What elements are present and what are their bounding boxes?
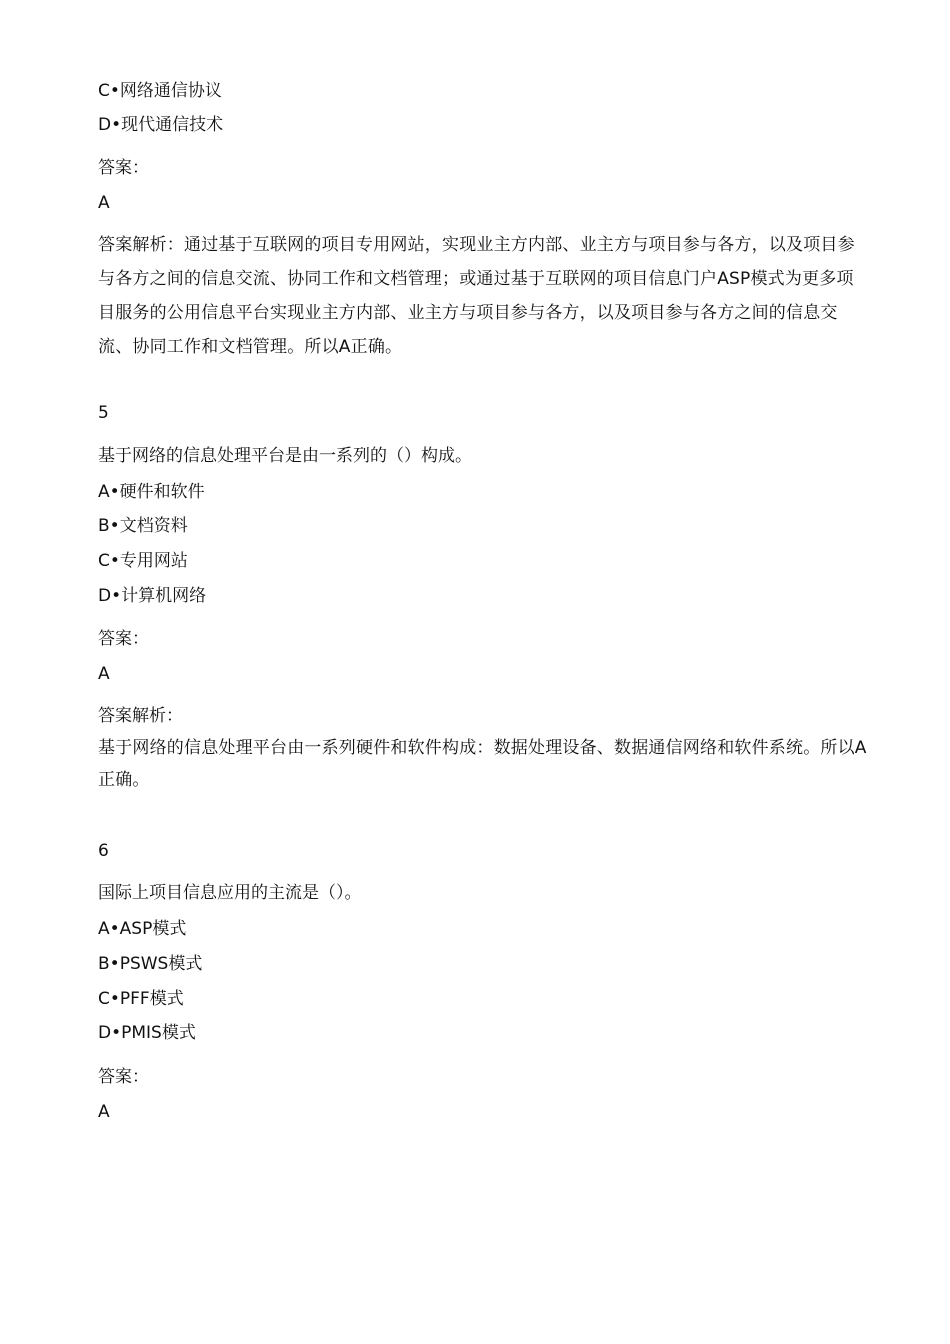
- q5-explanation: 基于网络的信息处理平台由一系列硬件和软件构成：数据处理设备、数据通信网络和软件系统。所以A正确。: [98, 738, 867, 790]
- q5-option-c: C•专用网站: [98, 551, 188, 571]
- q4-option-c: C•网络通信协议: [98, 81, 222, 101]
- q5-option-a: A•硬件和软件: [98, 482, 205, 502]
- q5-question: 基于网络的信息处理平台是由一系列的（）构成。: [98, 446, 472, 466]
- q4-explanation: 答案解析：通过基于互联网的项目专用网站，实现业主方内部、业主方与项目参与各方，以及项目参与各方之间的信息交流、协同工作和文档管理；或通过基于互联网的项目信息门户ASP模式为更多项目服务的公用信息平台实现业主方内部、业主方与项目参与各方，以及项目参与各方之间的信息交流、协同工作和文档管理。所以A正确。: [98, 235, 855, 357]
- q5-option-b: B•文档资料: [98, 516, 188, 536]
- q5-answer-value: A: [98, 664, 110, 684]
- q5-option-d: D•计算机网络: [98, 586, 207, 606]
- q4-answer-value: A: [98, 193, 110, 213]
- q6-question: 国际上项目信息应用的主流是（）。: [98, 883, 362, 903]
- q6-option-d: D•PMIS模式: [98, 1023, 196, 1043]
- q6-option-c: C•PFF模式: [98, 989, 184, 1009]
- q4-answer-label: 答案：: [98, 158, 149, 178]
- q5-answer-label: 答案：: [98, 629, 149, 649]
- q6-option-b: B•PSWS模式: [98, 954, 203, 974]
- q5-number: 5: [98, 403, 109, 423]
- q5-explanation-label: 答案解析：: [98, 706, 183, 726]
- q6-answer-value: A: [98, 1102, 110, 1122]
- q6-option-a: A•ASP模式: [98, 919, 187, 939]
- q6-answer-label: 答案：: [98, 1067, 149, 1087]
- q4-option-d: D•现代通信技术: [98, 115, 224, 135]
- q6-number: 6: [98, 841, 109, 861]
